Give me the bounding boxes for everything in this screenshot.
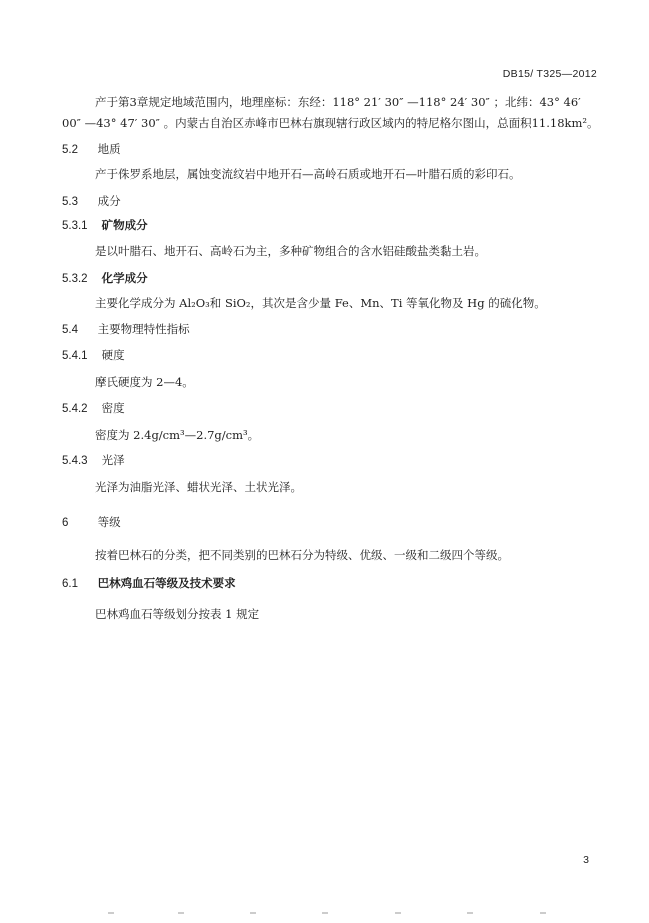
section-6-1-text: 巴林鸡血石等级划分按表 1 规定 bbox=[95, 607, 260, 621]
section-title: 光泽 bbox=[101, 453, 125, 467]
section-5-3-2-heading bbox=[62, 270, 148, 286]
section-5-3-heading bbox=[62, 193, 121, 209]
section-number: 6.1 bbox=[62, 578, 78, 590]
section-5-3-1-text: 是以叶腊石、地开石、高岭石为主，多种矿物组合的含水铝硅酸盐类黏土岩。 bbox=[95, 244, 486, 258]
section-title: 矿物成分 bbox=[101, 218, 148, 232]
section-5-4-1-text: 摩氏硬度为 2—4。 bbox=[95, 375, 194, 389]
section-6-1-heading bbox=[62, 575, 236, 591]
scan-edge-noise bbox=[0, 908, 649, 918]
section-5-4-2-heading bbox=[62, 400, 125, 416]
section-5-2-heading bbox=[62, 141, 121, 157]
section-title: 巴林鸡血石等级及技术要求 bbox=[97, 576, 236, 590]
section-5-4-3-heading bbox=[62, 452, 125, 468]
section-title: 硬度 bbox=[101, 348, 125, 362]
section-number: 5.3.1 bbox=[62, 220, 88, 232]
section-title: 成分 bbox=[97, 194, 121, 208]
section-title: 地质 bbox=[97, 142, 121, 156]
section-number: 5.3.2 bbox=[62, 273, 88, 285]
document-code: DB15/ T325—2012 bbox=[502, 68, 597, 80]
section-title: 化学成分 bbox=[101, 271, 148, 285]
section-number: 6 bbox=[62, 517, 69, 529]
intro-paragraph-line1: 产于第3章规定地域范围内，地理座标：东经：118° 21′ 30″ —118° 24′ 30″ ；北纬：43° 46′ bbox=[95, 95, 581, 109]
section-number: 5.4.1 bbox=[62, 350, 88, 362]
section-title: 密度 bbox=[101, 401, 125, 415]
section-number: 5.4.3 bbox=[62, 455, 88, 467]
section-5-4-1-heading bbox=[62, 347, 125, 363]
section-6-text: 按着巴林石的分类，把不同类别的巴林石分为特级、优级、一级和二级四个等级。 bbox=[95, 548, 509, 562]
section-number: 5.4 bbox=[62, 324, 78, 336]
page-number: 3 bbox=[583, 854, 589, 866]
intro-paragraph-line2: 00″ —43° 47′ 30″ 。内蒙古自治区赤峰市巴林右旗现辖行政区域内的特尼格尔图山，总面积11.18km²。 bbox=[62, 116, 599, 130]
section-title: 主要物理特性指标 bbox=[97, 322, 190, 336]
section-5-3-1-heading bbox=[62, 217, 148, 233]
section-6-heading bbox=[62, 514, 121, 530]
section-5-2-text: 产于侏罗系地层，属蚀变流纹岩中地开石—高岭石质或地开石—叶腊石质的彩印石。 bbox=[95, 167, 521, 181]
section-number: 5.4.2 bbox=[62, 403, 88, 415]
section-5-4-2-text: 密度为 2.4g/cm³—2.7g/cm³。 bbox=[95, 428, 260, 442]
section-5-4-heading bbox=[62, 321, 190, 337]
section-number: 5.3 bbox=[62, 196, 78, 208]
section-5-4-3-text: 光泽为油脂光泽、蜡状光泽、土状光泽。 bbox=[95, 480, 302, 494]
section-5-3-2-text: 主要化学成分为 Al₂O₃和 SiO₂，其次是含少量 Fe、Mn、Ti 等氧化物及 Hg 的硫化物。 bbox=[95, 296, 546, 310]
section-number: 5.2 bbox=[62, 144, 78, 156]
section-title: 等级 bbox=[97, 515, 121, 529]
